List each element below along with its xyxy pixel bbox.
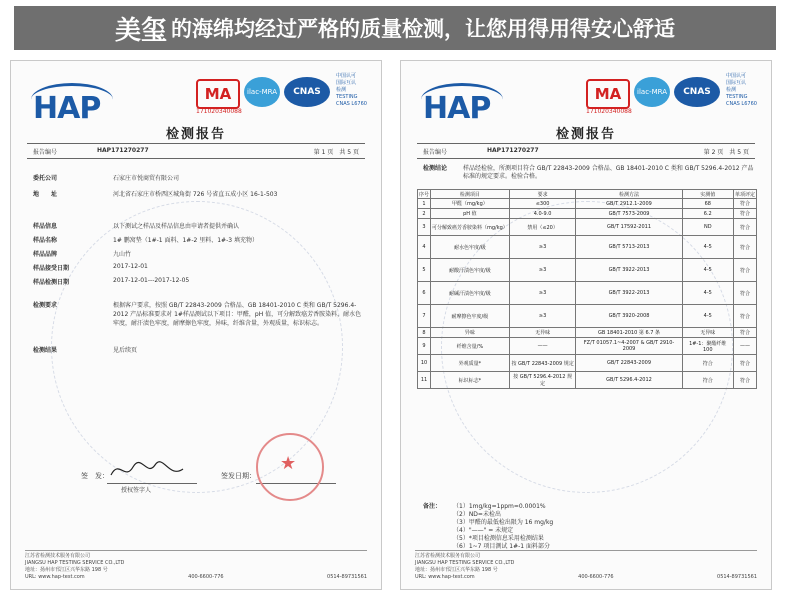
footer: 江苏省检测技术服务有限公司 JIANGSU HAP TESTING SERVICE CO.,LTD 地址：扬州市邗江区兴华东路 198 号 URL: www.hap-test.com 400-6600-776 0514-89731561 (415, 550, 757, 581)
cnas-logo: CNAS (674, 77, 720, 107)
table-cell: ≥3 (509, 259, 576, 282)
table-cell: 异味 (431, 328, 510, 338)
hap-logo: HAP (421, 91, 503, 129)
hap-logo: HAP (31, 91, 113, 129)
table-cell: 4-5 (682, 236, 733, 259)
table-cell: GB/T 5296.4-2012 (576, 372, 682, 389)
table-cell: 符合 (682, 355, 733, 372)
ilac-logo: ilac-MRA (244, 77, 280, 107)
table-cell: FZ/T 01057.1~4-2007 & GB/T 2910-2009 (576, 338, 682, 355)
table-cell: 可分解致癌芳香胺染料（mg/kg） (431, 219, 510, 236)
cert-number: 171020340088 (196, 108, 242, 115)
date-label: 签发日期： (221, 472, 256, 480)
table-cell: —— (509, 338, 576, 355)
report-header: 报告编号 HAP171270277 第 1 页 共 5 页 (27, 143, 365, 159)
cnas-text: 中国认可 国际互认 检测 TESTING CNAS L6760 (726, 73, 757, 107)
table-cell: 符合 (733, 328, 756, 338)
sign-line (107, 483, 197, 484)
table-cell: ND (682, 219, 733, 236)
table-cell: 耐摩擦色牢度/级 (431, 305, 510, 328)
table-row (418, 259, 757, 282)
cnas-logo: CNAS (284, 77, 330, 107)
table-cell: 8 (418, 328, 431, 338)
table-cell: 标识标志* (431, 372, 510, 389)
table-row (418, 236, 757, 259)
table-cell: GB/T 5713-2013 (576, 236, 682, 259)
table-cell: 4-5 (682, 305, 733, 328)
signer: 授权签字人 (121, 487, 152, 494)
table-cell: 4-5 (682, 282, 733, 305)
table-cell: GB 18401-2010 第 6.7 条 (576, 328, 682, 338)
table-cell: ≥3 (509, 282, 576, 305)
table-cell: 68 (682, 199, 733, 209)
table-cell: 3 (418, 219, 431, 236)
table-row (418, 338, 757, 355)
table-row (418, 372, 757, 389)
table-cell: 4.0-9.0 (509, 209, 576, 219)
ma-logo: MA (196, 79, 240, 109)
report-title: 检测报告 (165, 127, 226, 142)
footer: 江苏省检测技术服务有限公司 JIANGSU HAP TESTING SERVICE CO.,LTD 地址：扬州市邗江区兴华东路 198 号 URL: www.hap-test.com 400-6600-776 0514-89731561 (25, 550, 367, 581)
table-cell: 甲醛（mg/kg） (431, 199, 510, 209)
table-cell: 4 (418, 236, 431, 259)
table-cell: 外观质量* (431, 355, 510, 372)
table-cell: 纤维含量/% (431, 338, 510, 355)
table-cell: GB/T 22843-2009 (576, 355, 682, 372)
cert-number: 171020340088 (586, 108, 632, 115)
table-cell: pH 值 (431, 209, 510, 219)
table-cell: 禁用（≤20） (509, 219, 576, 236)
table-row (418, 328, 757, 338)
table-cell: 无异味 (682, 328, 733, 338)
table-cell: 7 (418, 305, 431, 328)
results-table (417, 189, 757, 389)
table-cell: 10 (418, 355, 431, 372)
cert-marks (586, 73, 766, 119)
table-row (418, 355, 757, 372)
banner-text: 的海绵均经过严格的质量检测，让您用得用得安心舒适 (171, 17, 675, 41)
table-cell: 耐酸汗渍色牢度/级 (431, 259, 510, 282)
promo-banner (14, 6, 776, 50)
table-row (418, 219, 757, 236)
table-row (418, 209, 757, 219)
report-page-1: HAP MA ilac-MRA CNAS 中国认可 国际互认 检测 TESTING CNAS L6760 171020340088 检测报告 报告编号 HAP171270277 第 1 页 共 5 页 委托公司 石家庄市悦商贸有限公司 地 址 河北省石家庄市桥西区城角街 726 号省直五成小区 16-1-503 样品信息 以下测试之样品及样品信息由申请者提供并确认 样品名称 1# 鹏窝垫（1#-1 面料、1#-2 里料、1#-3 填充物） 样品品牌 九山竹 样品接受日期 2017-12-01 样品检测日期 2017-12-01---2017-12-05 检测要求 根据客户要求，按照 GB/T 22843-2009 合格品、GB 18401-2010 C 类和 GB/T 5296.4-2012 产品标准要求对 1#样品测试以下项目：甲醛，pH 值，可分解致癌芳香胺染料，耐水色牢度，耐汗渍色牢度，耐摩擦色牢度，异味，纤维含量，外观质量，标识标志。 检测结果 见后续页 签 发： 授权签字人 签发日期： ★ 江苏省检测技术服务有限公司 JIANGSU HAP TESTING SERVICE CO.,LTD 地址：扬州市邗江区兴华东路 198 号 URL: www.hap-test.com 400-6600-776 0514-89731561 (10, 60, 382, 590)
table-cell: GB/T 3922-2013 (576, 259, 682, 282)
table-header: 序号 检测项目 要求 检测方法 实测值 单项评定 (419, 191, 755, 198)
table-cell: 符合 (733, 305, 756, 328)
sign-label: 签 发： (81, 472, 109, 480)
table-cell: 符合 (733, 209, 756, 219)
table-cell: 耐水色牢度/级 (431, 236, 510, 259)
table-cell: 符合 (733, 282, 756, 305)
table-cell: 无异味 (509, 328, 576, 338)
table-cell: ≥3 (509, 305, 576, 328)
table-cell: 符合 (733, 372, 756, 389)
table-cell: 符合 (733, 199, 756, 209)
table-cell: 6 (418, 282, 431, 305)
table-cell: GB/T 7573-2009 (576, 209, 682, 219)
ilac-logo: ilac-MRA (634, 77, 670, 107)
table-cell: ≤300 (509, 199, 576, 209)
report-title: 检测报告 (555, 127, 616, 142)
table-cell: 符合 (682, 372, 733, 389)
report-header: 报告编号 HAP171270277 第 2 页 共 5 页 (417, 143, 755, 159)
brand-name: 美玺 (114, 15, 167, 46)
table-cell: GB/T 3922-2013 (576, 282, 682, 305)
table-row (418, 282, 757, 305)
table-cell: 9 (418, 338, 431, 355)
table-row (418, 199, 757, 209)
table-cell: 4-5 (682, 259, 733, 282)
table-cell: GB/T 2912.1-2009 (576, 199, 682, 209)
table-cell: ≥3 (509, 236, 576, 259)
cnas-text: 中国认可 国际互认 检测 TESTING CNAS L6760 (336, 73, 367, 107)
ma-logo: MA (586, 79, 630, 109)
table-cell: 符合 (733, 355, 756, 372)
table-row (418, 305, 757, 328)
table-cell: —— (733, 338, 756, 355)
report-page-2: HAP MA ilac-MRA CNAS 中国认可 国际互认 检测 TESTING CNAS L6760 171020340088 检测报告 报告编号 HAP171270277 第 2 页 共 5 页 检测结论 样品经检验，所测项目符合 GB/T 22843-2009 合格品、GB 18401-2010 C 类和 GB/T 5296.4-2012 产品标准的规定要求。检验合格。 序号 检测项目 要求 检测方法 实测值 单项评定 1 甲醛（mg/kg） ≤300 GB/T 2912.1-2009 68 符合 2 pH 值 4.0-9.0 GB/T 7573-2009 6.2 符合 3 可分解致癌芳香胺染料（mg/kg） 禁用（≤20） GB/T 17592-2011 ND 符合 4 耐水色牢度/级 ≥3 GB/T 5713-2013 4-5 符合 5 耐酸汗渍色牢度/级 ≥3 GB/T 3922-2013 4-5 符合 6 耐碱汗渍色牢度/级 ≥3 GB/T 3922-2013 4-5 符合 7 耐摩擦色牢度/级 ≥3 GB/T 3920-2008 4-5 符合 8 异味 无异味 GB 18401-2010 第 6.7 条 无异味 符合 9 纤维含量/% —— FZ/T 01057.1~4-2007 & GB/T 2910-2009 1#-1：聚酯纤维 100 —— 10 外观质量* 按 GB/T 22843-2009 规定 GB/T 22843-2009 符合 符合 11 标识标志* 按 GB/T 5296.4-2012 规定 GB/T 5296.4-2012 符合 符合 备注： （1）1mg/kg=1ppm=0.0001% （2）ND=未检出 （3）甲醛的最低检出限为 16 mg/kg （4）"——" = 未规定 （5）*项目检测信息采用检测结果 （6）1~7 项目测试 1#-1 面料部分 江苏省检测技术服务有限公司 JIANGSU HAP TESTING SERVICE CO.,LTD 地址：扬州市邗江区兴华东路 198 号 URL: www.hap-test.com 400-6600-776 0514-89731561 (400, 60, 772, 590)
table-cell: 符合 (733, 236, 756, 259)
table-cell: 6.2 (682, 209, 733, 219)
table-cell: 1#-1：聚酯纤维 100 (682, 338, 733, 355)
table-cell: 按 GB/T 5296.4-2012 规定 (509, 372, 576, 389)
table-cell: 按 GB/T 22843-2009 规定 (509, 355, 576, 372)
table-cell: 符合 (733, 259, 756, 282)
table-cell: 耐碱汗渍色牢度/级 (431, 282, 510, 305)
table-cell: 1 (418, 199, 431, 209)
official-stamp (256, 433, 324, 501)
table-cell: 2 (418, 209, 431, 219)
table-cell: 5 (418, 259, 431, 282)
cert-marks (196, 73, 376, 119)
table-cell: 11 (418, 372, 431, 389)
table-cell: GB/T 3920-2008 (576, 305, 682, 328)
signature (107, 457, 187, 483)
table-cell: 符合 (733, 219, 756, 236)
table-cell: GB/T 17592-2011 (576, 219, 682, 236)
